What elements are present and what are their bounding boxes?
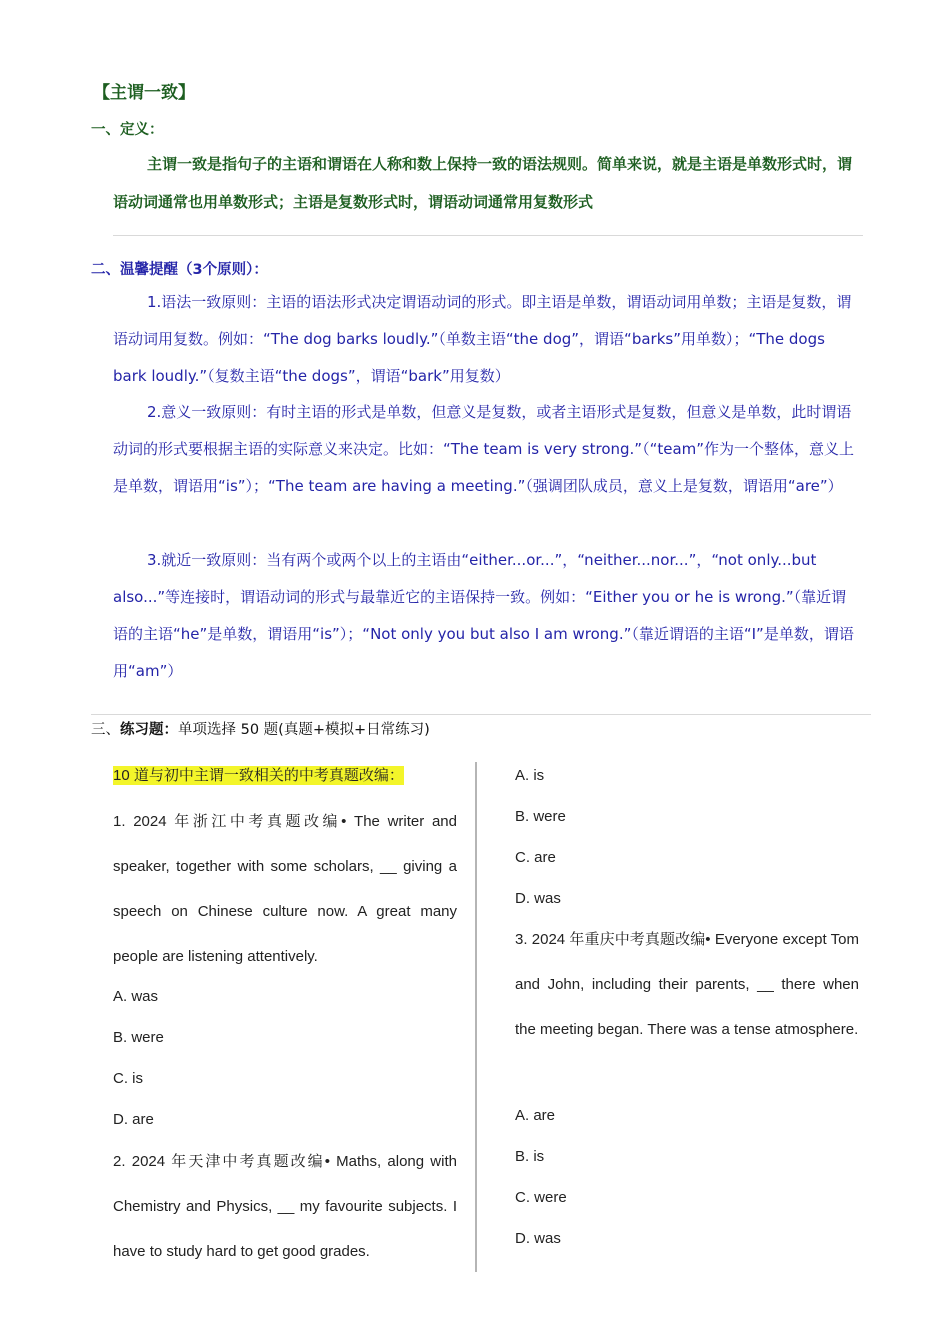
definition-text: 主谓一致是指句子的主语和谓语在人称和数上保持一致的语法规则。简单来说，就是主语是单数形式时，谓语动词通常也用单数形式；主语是复数形式时，谓语动词通常用复数形式 — [113, 155, 853, 211]
principle-meaning: 2.意义一致原则：有时主语的形式是单数，但意义是复数，或者主语形式是复数，但意义是单数，此时谓语动词的形式要根据主语的实际意义来决定。比如：“The team is very strong.”（“team”作为一个整体，意义上是单数，谓语用“is”）；“The team are having a meeting.”（强调团队成员，意义上是复数，谓语用“are”） — [113, 403, 855, 495]
question-3-option-a[interactable]: A. are — [515, 1107, 556, 1124]
question-2-option-c[interactable]: C. are — [515, 849, 556, 866]
definition-heading: 一、定义： — [91, 122, 164, 138]
question-3-option-b[interactable]: B. is — [515, 1148, 545, 1165]
question-3-stem: 3. 2024 年重庆中考真题改编• Everyone except Tom and John, including their parents, __ there when the meeting began. There was a tense atmosphere. — [515, 931, 859, 1038]
tips-heading: 二、温馨提醒（3个原则）： — [91, 262, 268, 278]
exercise-heading-text: 单项选择 50 题(真题+模拟+日常练习) — [178, 722, 430, 738]
question-1-option-c[interactable]: C. is — [113, 1070, 143, 1087]
question-2-stem: 2. 2024 年天津中考真题改编• Maths, along with Chemistry and Physics, __ my favourite subjects. I have to study hard to get good grades. — [113, 1153, 457, 1260]
question-3-option-d[interactable]: D. was — [515, 1230, 561, 1247]
highlighted-intro: 10 道与初中主谓一致相关的中考真题改编： — [113, 767, 404, 784]
question-2-option-d[interactable]: D. was — [515, 890, 561, 907]
question-2-option-b[interactable]: B. were — [515, 808, 566, 825]
question-1-stem: 1. 2024 年浙江中考真题改编• The writer and speaker, together with some scholars, __ giving a speech on Chinese culture now. A great many people are listening attentively. — [113, 813, 457, 965]
page-title: 【主谓一致】 — [93, 83, 195, 103]
section-divider — [91, 714, 871, 715]
principle-proximity: 3.就近一致原则：当有两个或两个以上的主语由“either...or...”，“neither...nor...”，“not only...but also...”等连接时，谓语动词的形式与最靠近它的主语保持一致。例如：“Either you or he is wrong.”（靠近谓语的主语“he”是单数，谓语用“is”）；“Not only you but also I am wrong.”（靠近谓语的主语“I”是单数，谓语用“am”） — [113, 551, 854, 680]
exercise-intro — [113, 764, 404, 785]
exercise-heading-prefix: 三、 — [91, 722, 120, 738]
exercise-heading-label: 练习题： — [120, 722, 178, 738]
question-1-option-a[interactable]: A. was — [113, 988, 159, 1005]
exercise-heading — [91, 718, 430, 739]
principle-grammar: 1.语法一致原则：主语的语法形式决定谓语动词的形式。即主语是单数，谓语动词用单数；主语是复数，谓语动词用复数。例如：“The dog barks loudly.”（单数主语“the dog”，谓语“barks”用单数）；“The dogs bark loudly.”（复数主语“the dogs”，谓语“bark”用复数） — [113, 293, 852, 385]
section-divider — [113, 235, 863, 236]
question-1-option-d[interactable]: D. are — [113, 1111, 154, 1128]
question-2-option-a[interactable]: A. is — [515, 767, 545, 784]
column-divider — [475, 762, 477, 1272]
question-1-option-b[interactable]: B. were — [113, 1029, 164, 1046]
question-3-option-c[interactable]: C. were — [515, 1189, 567, 1206]
